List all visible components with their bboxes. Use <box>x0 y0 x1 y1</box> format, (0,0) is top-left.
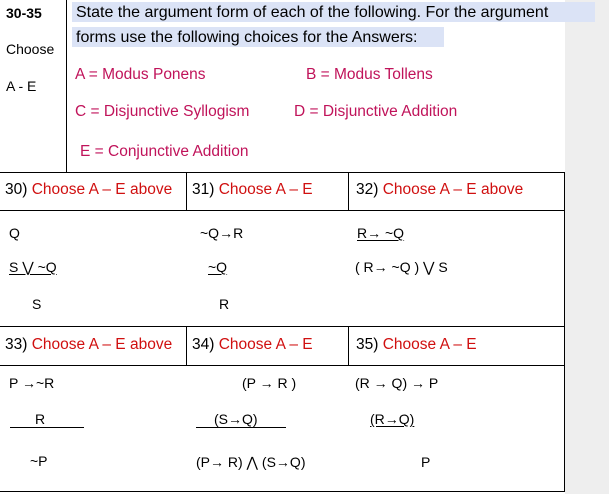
q30-premise-2: S ⋁ ~Q <box>9 259 57 275</box>
q31-premise-2: ~Q <box>208 259 228 275</box>
q30-number: 30) <box>5 181 32 198</box>
q31-prompt: Choose A – E <box>218 181 313 198</box>
choice-b: B = Modus Tollens <box>306 66 433 83</box>
q32-prompt: Choose A – E above <box>382 181 524 198</box>
q33-underline <box>10 427 84 428</box>
intro-line-2: forms use the following choices for the Answers: <box>76 29 418 46</box>
q31-premise-1: ~Q→R <box>200 225 244 241</box>
q32-header <box>356 182 523 198</box>
divider-right <box>564 172 565 492</box>
q32-premise-2: ( R→ ~Q ) ⋁ S <box>355 259 448 275</box>
divider-side <box>66 0 67 172</box>
page-margin <box>565 0 609 494</box>
q33-premise-2: R <box>35 411 46 427</box>
q33-prompt: Choose A – E above <box>31 336 173 353</box>
q35-premise-2: (R→Q) <box>370 411 415 427</box>
divider-col1-b <box>186 326 187 365</box>
q30-prompt: Choose A – E above <box>31 181 173 198</box>
q34-conclusion: (P→ R) ⋀ (S→Q) <box>196 454 306 470</box>
rule-row2 <box>0 365 565 366</box>
intro-line-1: State the argument form of each of the following. For the argument <box>76 4 549 21</box>
q30-header <box>5 182 172 198</box>
q34-premise-2: (S→Q) <box>214 411 258 427</box>
q31-conclusion: R <box>219 296 230 312</box>
q35-prompt: Choose A – E <box>382 336 477 353</box>
rule-header <box>0 172 565 173</box>
divider-col2-b <box>348 326 349 365</box>
letters-label: A - E <box>6 78 37 94</box>
q33-conclusion: ~P <box>30 453 48 469</box>
rule-row1 <box>0 210 565 211</box>
divider-col1 <box>186 172 187 210</box>
choice-a: A = Modus Ponens <box>75 66 206 83</box>
q33-number: 33) <box>5 336 32 353</box>
rule-bottom <box>0 491 565 492</box>
q34-premise-1: (P → R ) <box>242 375 297 391</box>
q35-conclusion: P <box>421 454 431 470</box>
choice-c: C = Disjunctive Syllogism <box>75 103 250 120</box>
q30-premise-1: Q <box>9 225 20 241</box>
choose-label: Choose <box>6 41 55 57</box>
rule-mid <box>0 326 565 327</box>
q32-premise-1: R→ ~Q <box>357 225 405 241</box>
q35-header <box>356 337 477 353</box>
q33-header <box>5 337 172 353</box>
q35-number: 35) <box>356 336 383 353</box>
q33-premise-1: P →~R <box>9 375 55 391</box>
q34-prompt: Choose A – E <box>218 336 313 353</box>
q30-conclusion: S <box>32 296 42 312</box>
q31-number: 31) <box>192 181 219 198</box>
q31-header <box>192 182 313 198</box>
q34-underline <box>196 427 286 428</box>
choice-d: D = Disjunctive Addition <box>294 103 458 120</box>
q35-premise-1: (R → Q) → P <box>355 375 439 391</box>
q34-number: 34) <box>192 336 219 353</box>
choice-e: E = Conjunctive Addition <box>80 143 249 160</box>
range-label: 30-35 <box>6 5 42 21</box>
divider-col2 <box>348 172 349 210</box>
q32-number: 32) <box>356 181 383 198</box>
q34-header <box>192 337 313 353</box>
